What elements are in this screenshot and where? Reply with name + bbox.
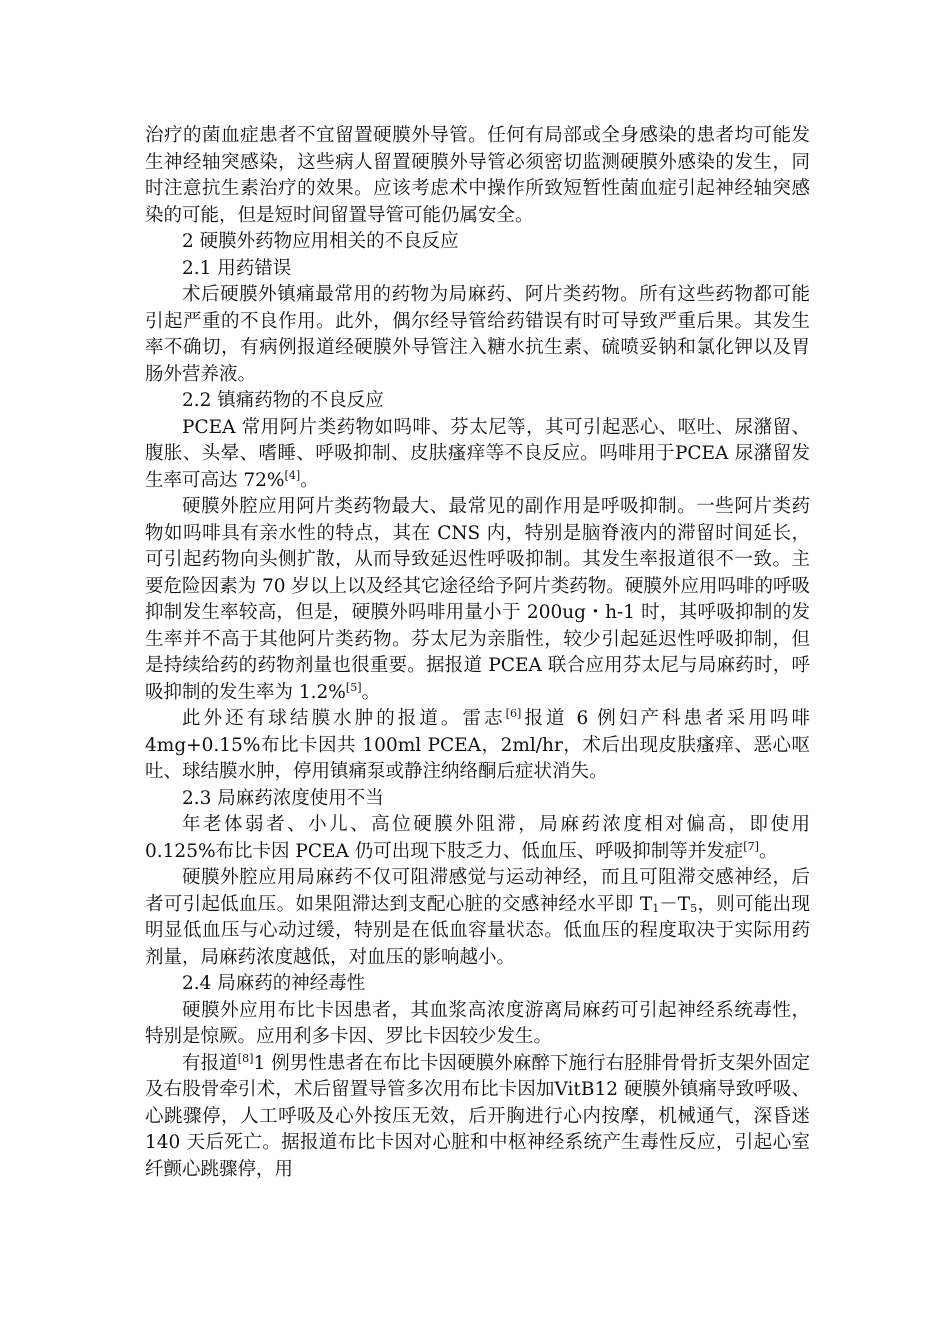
body-paragraph [145, 706, 810, 786]
citation-ref: [7] [743, 839, 759, 853]
citation-ref: [8] [237, 1051, 254, 1065]
text-run: 2.1 用药错误 [182, 257, 292, 279]
body-paragraph [145, 282, 810, 388]
text-run: －T [659, 893, 691, 915]
section-heading [145, 786, 810, 813]
section-heading [145, 971, 810, 998]
text-run: 治疗的菌血症患者不宜留置硬膜外导管。任何有局部或全身感染的患者均可能发生神经轴突感染，这些病人留置硬膜外导管必须密切监测硬膜外感染的发生，同时注意抗生素治疗的效果。应该考虑术中操作所致短暂性菌血症引起神经轴突感染的可能，但是短时间留置导管可能仍属安全。 [145, 125, 810, 226]
body-paragraph [145, 123, 810, 229]
body-paragraph [145, 812, 810, 865]
text-run: 2 硬膜外药物应用相关的不良反应 [182, 231, 459, 252]
text-run: 2.3 局麻药浓度使用不当 [182, 787, 384, 809]
text-run: 此外还有球结膜水肿的报道。雷志 [182, 708, 506, 729]
text-run: ，则可能出现明显低血压与心动过缓，特别是在低血容量状态。低血压的程度取决于实际用药剂量，局麻药浓度越低，对血压的影响越小。 [145, 893, 810, 968]
text-run: 报道 6 例妇产科患者采用吗啡 4mg+0.15%布比卡因共 100ml PCEA，2ml/hr，术后出现皮肤瘙痒、恶心呕吐、球结膜水肿，停用镇痛泵或静注纳络酮后症状消失。 [145, 708, 810, 782]
text-run: 2.4 局麻药的神经毒性 [182, 973, 366, 994]
citation-ref: [6] [505, 706, 522, 720]
text-run: PCEA 常用阿片类药物如吗啡、芬太尼等，其可引起恶心、呕吐、尿潴留、腹胀、头晕、嗜睡、呼吸抑制、皮肤瘙痒等不良反应。吗啡用于PCEA 尿潴留发生率可高达 72% [145, 416, 810, 491]
text-run: 。 [361, 681, 381, 703]
citation-ref: [5] [345, 680, 362, 694]
subscript: 5 [690, 901, 698, 915]
subscript: 1 [652, 901, 660, 915]
text-run: 硬膜外应用布比卡因患者，其血浆高浓度游离局麻药可引起神经系统毒性，特别是惊厥。应用利多卡因、罗比卡因较少发生。 [145, 999, 810, 1047]
citation-ref: [4] [284, 468, 301, 482]
body-paragraph [145, 415, 810, 495]
text-run: 术后硬膜外镇痛最常用的药物为局麻药、阿片类药物。所有这些药物都可能引起严重的不良作用。此外，偶尔经导管给药错误有时可导致严重后果。其发生率不确切，有病例报道经硬膜外导管注入糖水抗生素、硫喷妥钠和氯化钾以及胃肠外营养液。 [145, 284, 810, 385]
document-body [145, 123, 810, 1183]
body-paragraph [145, 865, 810, 971]
text-run: 。 [300, 469, 319, 491]
text-run: 2.2 镇痛药物的不良反应 [182, 390, 384, 411]
text-run: 硬膜外腔应用阿片类药物最大、最常见的副作用是呼吸抑制。一些阿片类药物如吗啡具有亲水性的特点，其在 CNS 内，特别是脑脊液内的滞留时间延长，可引起药物向头侧扩散，从而导致延迟性呼吸抑制。其发生率报道很不一致。主要危险因素为 70 岁以上以及经其它途径给予阿片类药物。硬膜外应用吗啡的呼吸抑制发生率较高，但是，硬膜外吗啡用量小于 200ug・h-1 时，其呼吸抑制的发生率并不高于其他阿片类药物。芬太尼为亲脂性，较少引起延迟性呼吸抑制，但是持续给药的药物剂量也很重要。据报道 PCEA 联合应用芬太尼与局麻药时，呼吸抑制的发生率为 1.2% [145, 496, 810, 703]
section-heading [145, 229, 810, 256]
text-run: 年老体弱者、小儿、高位硬膜外阻滞，局麻药浓度相对偏高，即使用 0.125%布比卡因 PCEA 仍可出现下肢乏力、低血压、呼吸抑制等并发症 [145, 814, 810, 862]
body-paragraph [145, 1051, 810, 1184]
text-run: 硬膜外腔应用局麻药不仅可阻滞感觉与运动神经，而且可阻滞交感神经，后者可引起低血压。如果阻滞达到支配心脏的交感神经水平即 T [145, 867, 810, 915]
section-heading [145, 388, 810, 415]
text-run: 1 例男性患者在布比卡因硬膜外麻醉下施行右胫腓骨骨折支架外固定及右股骨牵引术，术后留置导管多次用布比卡因加VitB12 硬膜外镇痛导致呼吸、心跳骤停，人工呼吸及心外按压无效，后开胸进行心内按摩，机械通气，深昏迷 140 天后死亡。据报道布比卡因对心脏和中枢神经系统产生毒性反应，引起心室纤颤心跳骤停，用 [145, 1052, 810, 1180]
text-run: 。 [759, 840, 778, 862]
body-paragraph [145, 494, 810, 706]
section-heading [145, 256, 810, 283]
body-paragraph [145, 998, 810, 1051]
text-run: 有报道 [182, 1052, 238, 1074]
